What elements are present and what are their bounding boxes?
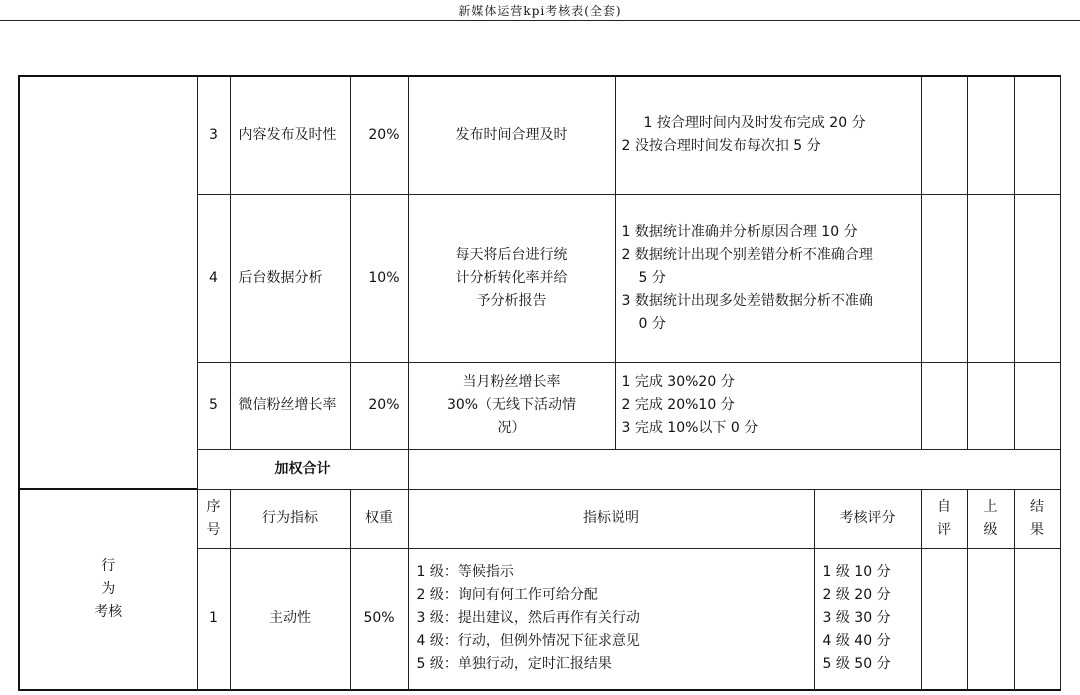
scoring-line: 2 级 20 分 <box>822 587 891 604</box>
row-number: 1 <box>197 548 230 690</box>
header-divider <box>0 20 1080 21</box>
scoring-line: 3 完成 10%以下 0 分 <box>621 420 759 436</box>
description-line: 4 级：行动，但例外情况下征求意见 <box>416 633 640 650</box>
scoring-line: 1 级 10 分 <box>822 564 891 581</box>
scoring-line: 3 数据统计出现多处差错数据分析不准确 <box>621 292 873 309</box>
header-no: 序 号 <box>197 489 230 548</box>
indicator-description <box>408 362 615 449</box>
behavior-header-row <box>19 489 1060 548</box>
result-cell <box>1014 76 1060 194</box>
weighted-total-value <box>408 449 1060 489</box>
row-number: 4 <box>197 194 230 362</box>
description-line: 计分析转化率并给 <box>455 269 568 286</box>
scoring-line: 2 数据统计出现个别差错分析不准确合理 <box>621 246 873 263</box>
superior-eval-cell <box>967 548 1014 690</box>
scoring-line: 4 级 40 分 <box>822 633 891 650</box>
indicator-description <box>408 76 615 194</box>
description-line: 1 级：等候指示 <box>416 564 514 581</box>
indicator-name: 后台数据分析 <box>230 194 350 362</box>
scoring-line: 3 级 30 分 <box>822 610 891 627</box>
header-description: 指标说明 <box>408 489 814 548</box>
header-result: 结 果 <box>1014 489 1060 548</box>
table-row <box>19 76 1060 194</box>
indicator-name: 主动性 <box>230 548 350 690</box>
scoring-line: 1 数据统计准确并分析原因合理 10 分 <box>621 223 858 240</box>
kpi-table <box>18 75 1061 691</box>
scoring-rules <box>814 548 921 690</box>
scoring-line: 5 分 <box>638 269 666 286</box>
description-line: 5 级：单独行动，定时汇报结果 <box>416 656 612 673</box>
header-superior-eval: 上 级 <box>967 489 1014 548</box>
scoring-line: 5 级 50 分 <box>822 656 891 673</box>
scoring-rules <box>615 194 921 362</box>
weight-value: 20% <box>350 362 408 449</box>
weight-value: 10% <box>350 194 408 362</box>
superior-eval-cell <box>967 76 1014 194</box>
indicator-name: 微信粉丝增长率 <box>230 362 350 449</box>
weight-value: 50% <box>350 548 408 690</box>
superior-eval-cell <box>967 194 1014 362</box>
header-indicator: 行为指标 <box>230 489 350 548</box>
indicator-name: 内容发布及时性 <box>230 76 350 194</box>
scoring-line: 2 没按合理时间发布每次扣 5 分 <box>621 138 821 155</box>
scoring-line: 1 完成 30%20 分 <box>621 374 735 390</box>
description-line: 况） <box>497 420 526 436</box>
self-eval-cell <box>921 362 967 449</box>
self-eval-cell <box>921 194 967 362</box>
superior-eval-cell <box>967 362 1014 449</box>
self-eval-cell <box>921 548 967 690</box>
result-cell <box>1014 362 1060 449</box>
header-scoring: 考核评分 <box>814 489 921 548</box>
description-line: 3 级：提出建议，然后再作有关行动 <box>416 610 640 627</box>
scoring-line: 1 按合理时间内及时发布完成 20 分 <box>643 115 866 132</box>
description-line: 30%（无线下活动情 <box>446 397 577 413</box>
scoring-line: 0 分 <box>638 315 666 332</box>
result-cell <box>1014 194 1060 362</box>
weight-value: 20% <box>350 76 408 194</box>
indicator-description <box>408 548 814 690</box>
row-number: 3 <box>197 76 230 194</box>
weighted-total-label: 加权合计 <box>197 449 408 489</box>
scoring-rules <box>615 362 921 449</box>
header-weight: 权重 <box>350 489 408 548</box>
scoring-line: 2 完成 20%10 分 <box>621 397 735 413</box>
description-line: 予分析报告 <box>476 292 547 309</box>
section-cell-performance <box>19 76 197 489</box>
row-number: 5 <box>197 362 230 449</box>
page-title: 新媒体运营kpi考核表(全套) <box>458 4 622 18</box>
indicator-description <box>408 194 615 362</box>
description-line: 当月粉丝增长率 <box>462 374 561 390</box>
description-line: 2 级：询问有何工作可给分配 <box>416 587 598 604</box>
description-line: 发布时间合理及时 <box>455 126 568 143</box>
header-self-eval: 自 评 <box>921 489 967 548</box>
self-eval-cell <box>921 76 967 194</box>
result-cell <box>1014 548 1060 690</box>
scoring-rules <box>615 76 921 194</box>
description-line: 每天将后台进行统 <box>455 246 568 263</box>
section-label-behavior: 行 为 考核 <box>19 489 197 690</box>
